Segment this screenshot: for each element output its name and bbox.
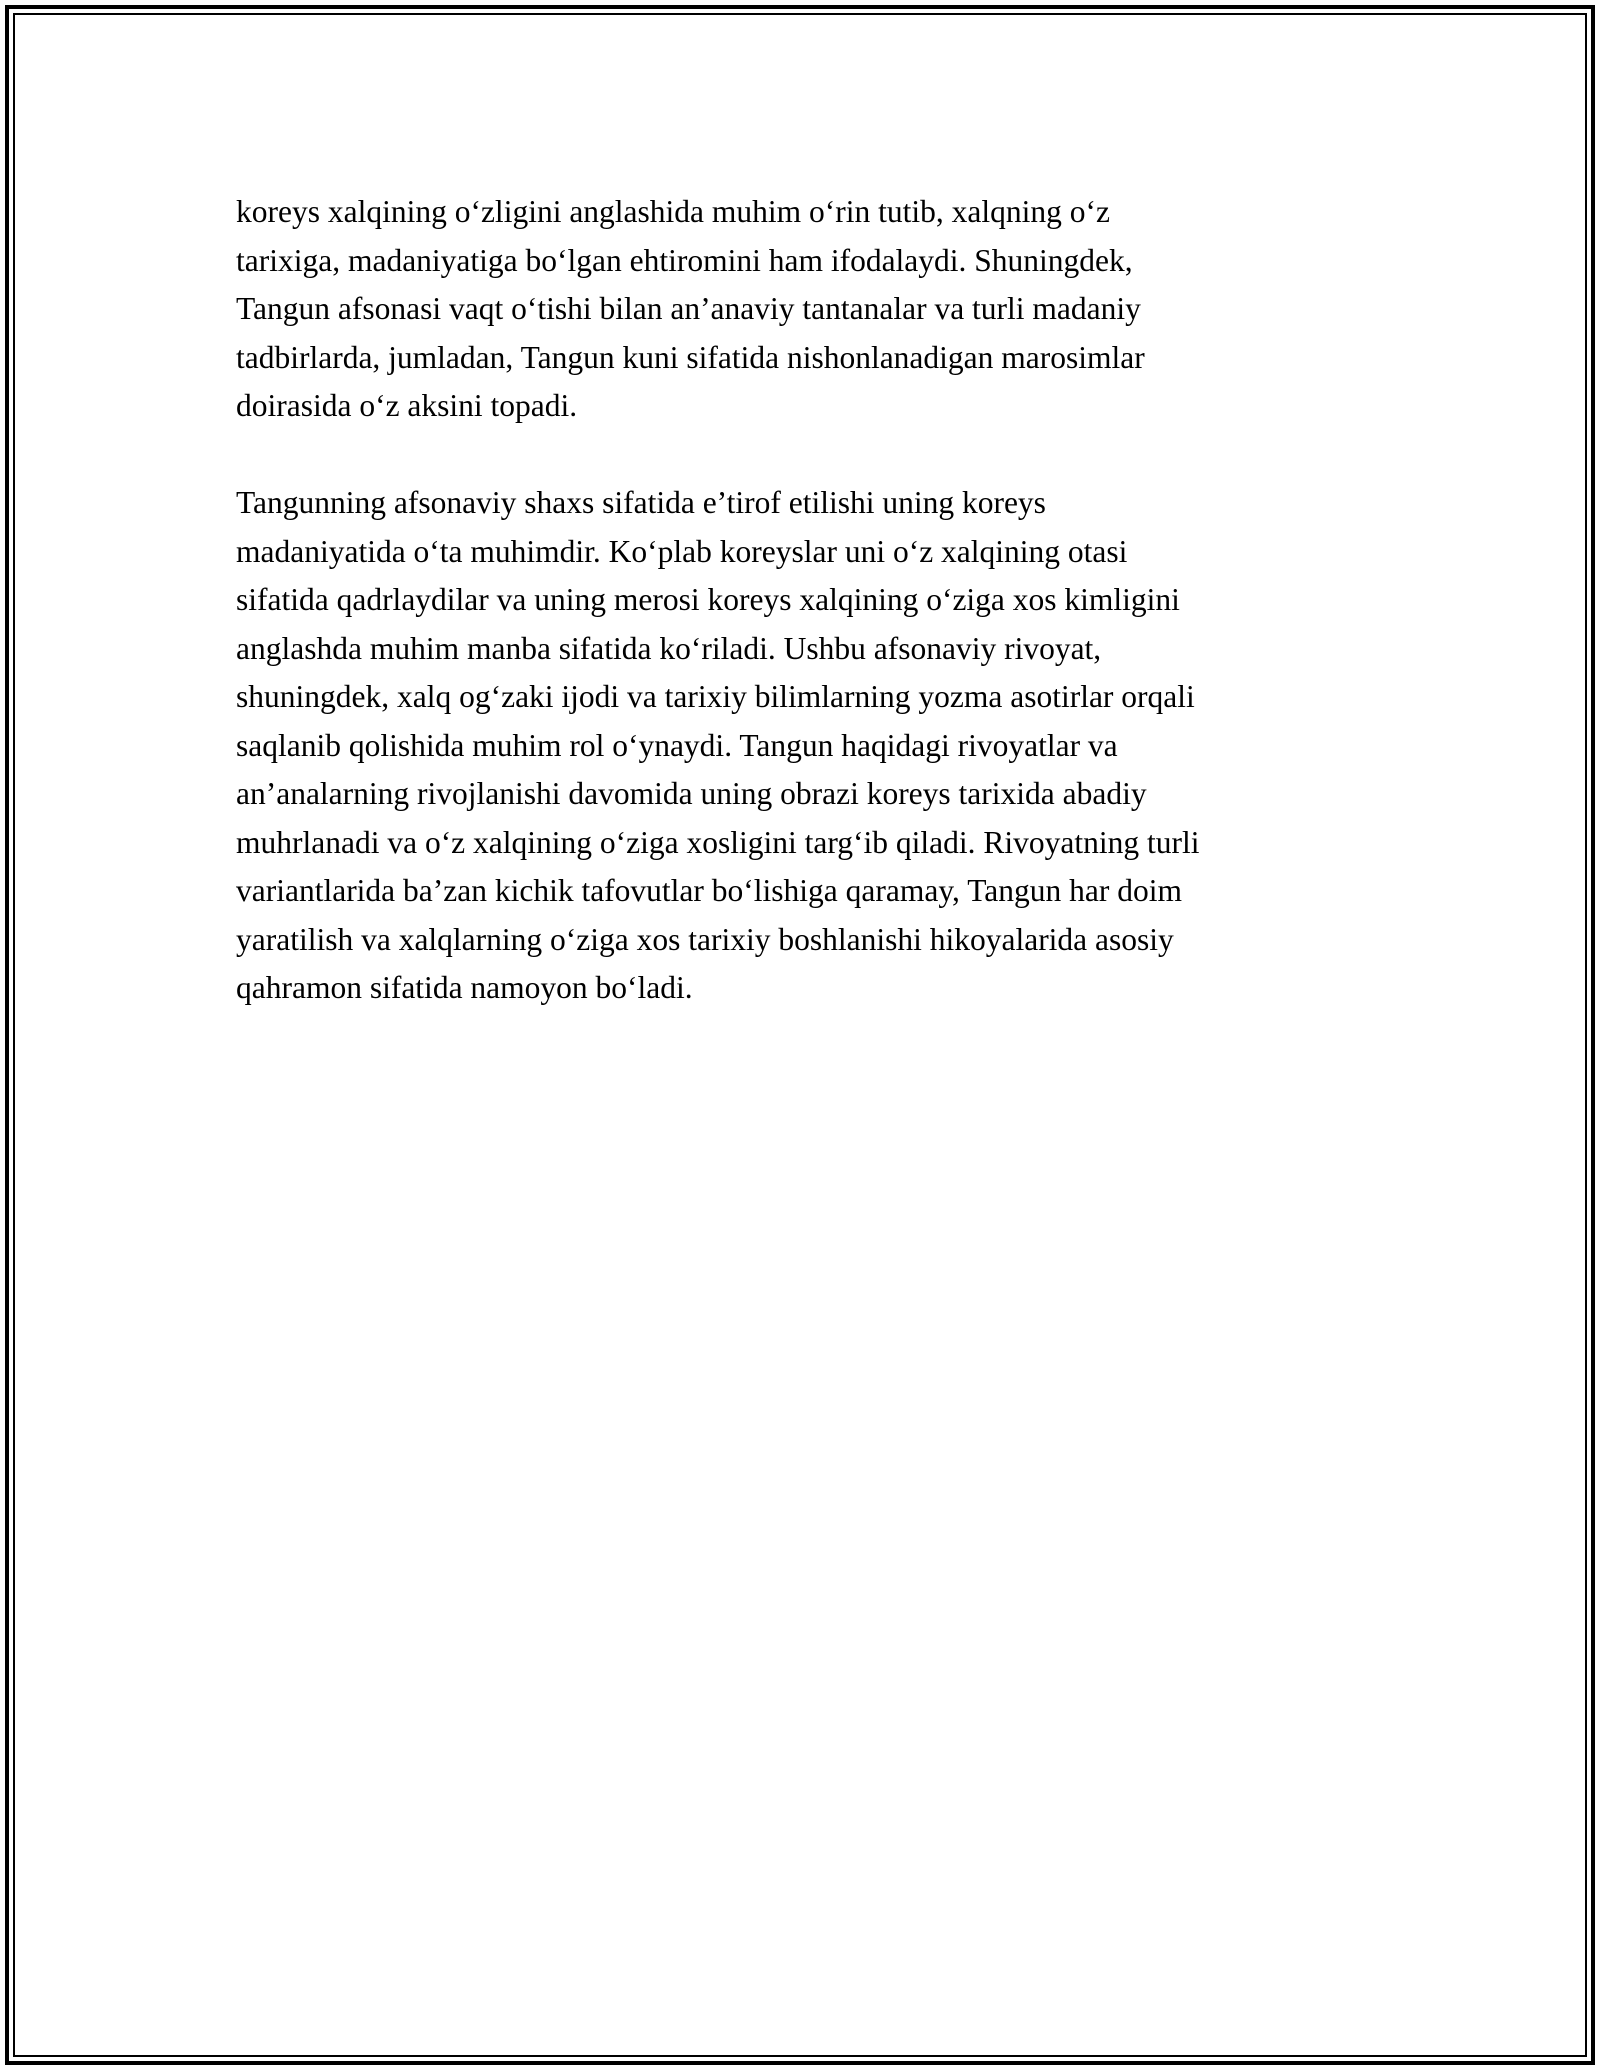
text-line: muhrlanadi va o‘z xalqining o‘ziga xosligini targ‘ib qiladi. Rivoyatning turli [236, 824, 1200, 860]
text-line: variantlarida ba’zan kichik tafovutlar bo‘lishiga qaramay, Tangun har doim [236, 873, 1182, 908]
document-body [236, 188, 1366, 1013]
text-line: doirasida o‘z aksini topadi. [236, 388, 578, 423]
text-line: koreys xalqining o‘zligini anglashida muhim o‘rin tutib, xalqning o‘z [236, 194, 1110, 229]
text-line: sifatida qadrlaydilar va uning merosi koreys xalqining o‘ziga xos kimligini [236, 582, 1180, 617]
text-line: anglashda muhim manba sifatida ko‘riladi. Ushbu afsonaviy rivoyat, [236, 630, 1102, 666]
text-line: saqlanib qolishida muhim rol o‘ynaydi. Tangun haqidagi rivoyatlar va [236, 727, 1118, 763]
paragraph-2 [236, 479, 1366, 1013]
text-line: yaratilish va xalqlarning o‘ziga xos tarixiy boshlanishi hikoyalarida asosiy [236, 921, 1174, 957]
text-line: Tangunning afsonaviy shaxs sifatida e’tirof etilishi uning koreys [236, 485, 1046, 520]
text-line: tarixiga, madaniyatiga bo‘lgan ehtiromini ham ifodalaydi. Shuningdek, [236, 242, 1133, 278]
text-line: shuningdek, xalq og‘zaki ijodi va tarixiy bilimlarning yozma asotirlar orqali [236, 679, 1195, 714]
text-line: tadbirlarda, jumladan, Tangun kuni sifatida nishonlanadigan marosimlar [236, 339, 1145, 375]
text-line: Tangun afsonasi vaqt o‘tishi bilan an’anaviy tantanalar va turli madaniy [236, 291, 1141, 326]
text-line: madaniyatida o‘ta muhimdir. Ko‘plab koreyslar uni o‘z xalqining otasi [236, 533, 1128, 569]
text-line: qahramon sifatida namoyon bo‘ladi. [236, 970, 693, 1005]
text-line: an’analarning rivojlanishi davomida uning obrazi koreys tarixida abadiy [236, 776, 1147, 811]
paragraph-1 [236, 188, 1366, 431]
